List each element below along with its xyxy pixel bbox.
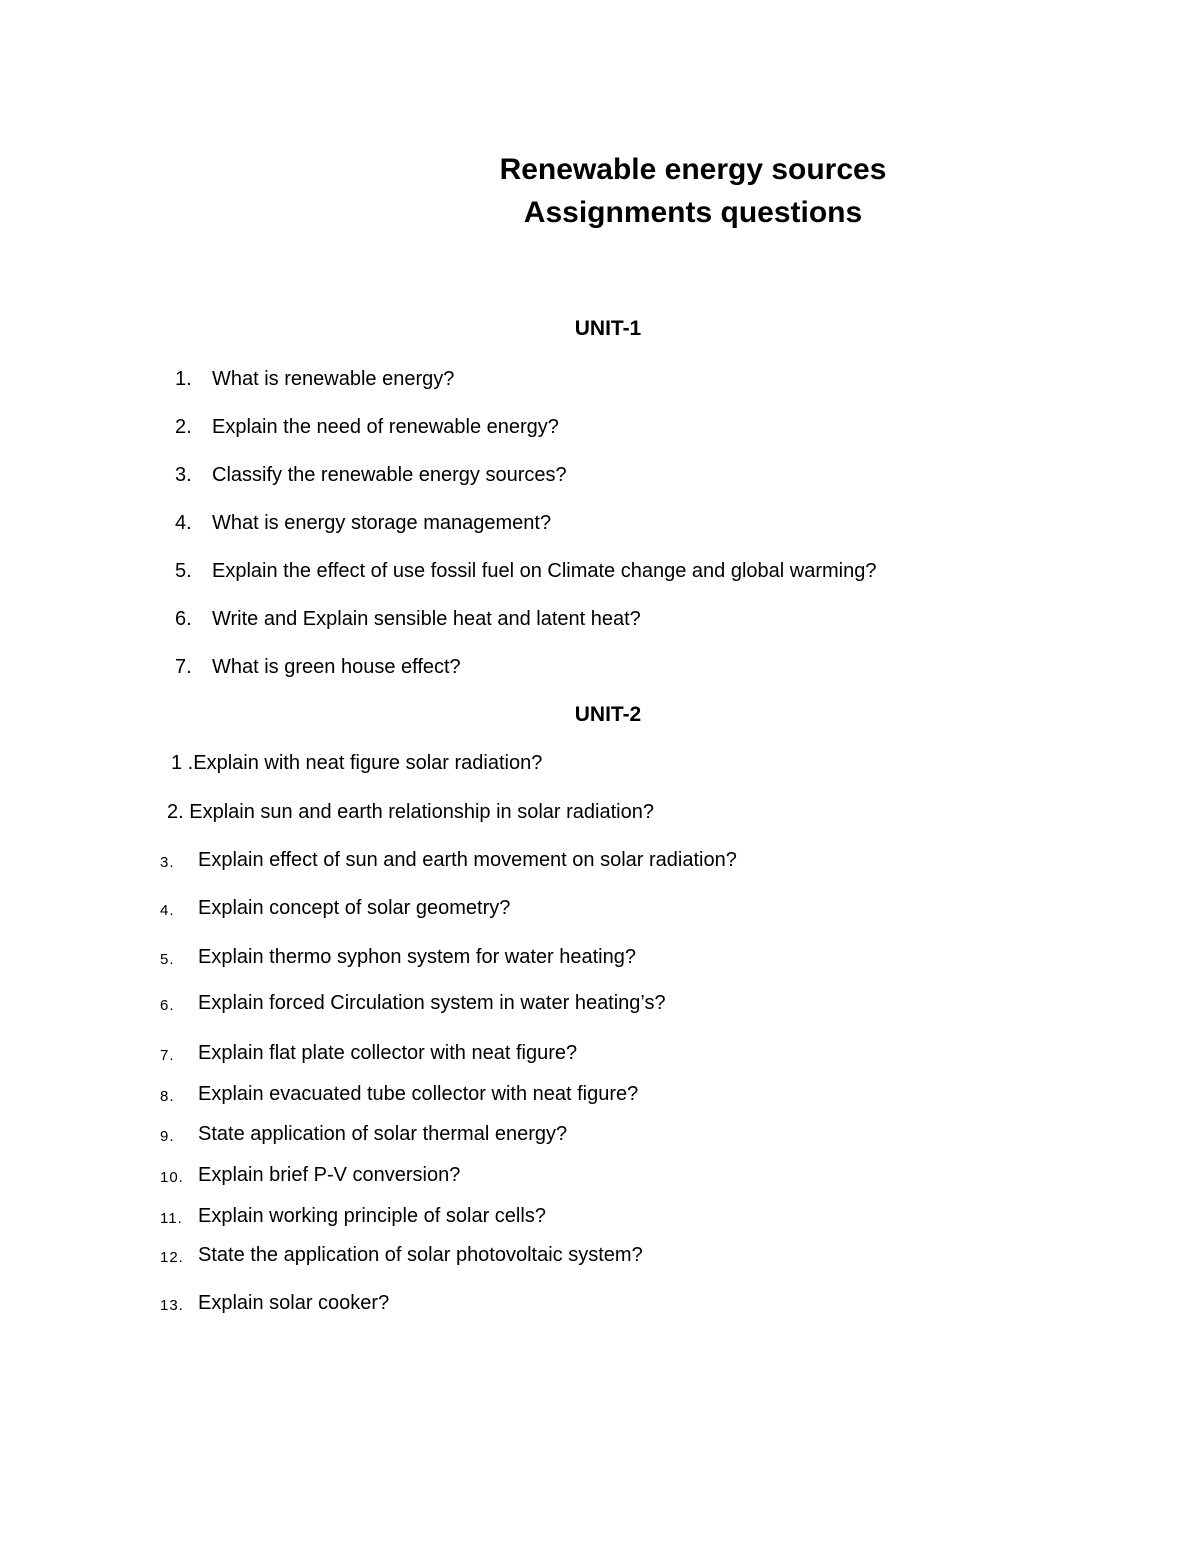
question-number: 5. [160,951,175,968]
question-text: Explain concept of solar geometry? [198,897,511,919]
question-number: 3. [175,464,192,486]
document-subtitle: Assignments questions [523,196,863,229]
question-text: Explain evacuated tube collector with neat figure? [198,1083,639,1105]
question-number: 2. [175,416,192,438]
question-text: Explain brief P-V conversion? [198,1164,461,1186]
question-number: 4. [160,902,175,919]
question-text: Explain effect of sun and earth movement on solar radiation? [198,849,737,871]
question-number: 6. [175,608,192,630]
question-number: 11. [160,1210,183,1227]
question-text: State application of solar thermal energy? [198,1123,568,1145]
question-text: Explain flat plate collector with neat figure? [198,1042,578,1064]
unit-1-heading: UNIT-1 [574,317,642,340]
unit-2-heading: UNIT-2 [574,703,642,726]
question-number: 12. [160,1249,184,1266]
document-title: Renewable energy sources [499,153,887,186]
question-number: 8. [160,1088,175,1105]
question-text: Classify the renewable energy sources? [212,464,567,486]
question-number: 9. [160,1128,175,1145]
question-text: Explain solar cooker? [198,1292,390,1314]
question-text: What is green house effect? [212,656,461,678]
question-text: Write and Explain sensible heat and latent heat? [212,608,641,630]
question-number: 5. [175,560,192,582]
question-number: 7. [175,656,192,678]
question-text: Explain the effect of use fossil fuel on Climate change and global warming? [212,560,877,582]
question-number: 7. [160,1047,175,1064]
question-text: Explain forced Circulation system in water heating’s? [198,992,666,1014]
question-text: What is renewable energy? [212,368,455,390]
question-number: 4. [175,512,192,534]
question-text: Explain thermo syphon system for water heating? [198,946,636,968]
question-number: 1. [175,368,192,390]
question-text: Explain working principle of solar cells? [198,1205,546,1227]
unit-2-question: 2. Explain sun and earth relationship in solar radiation? [167,801,654,823]
question-number: 13. [160,1297,184,1314]
question-text: What is energy storage management? [212,512,552,534]
question-text: State the application of solar photovoltaic system? [198,1244,643,1266]
question-text: Explain the need of renewable energy? [212,416,559,438]
question-number: 10. [160,1169,184,1186]
question-number: 3. [160,854,175,871]
unit-2-question: 1 .Explain with neat figure solar radiation? [171,752,543,774]
question-number: 6. [160,997,175,1014]
